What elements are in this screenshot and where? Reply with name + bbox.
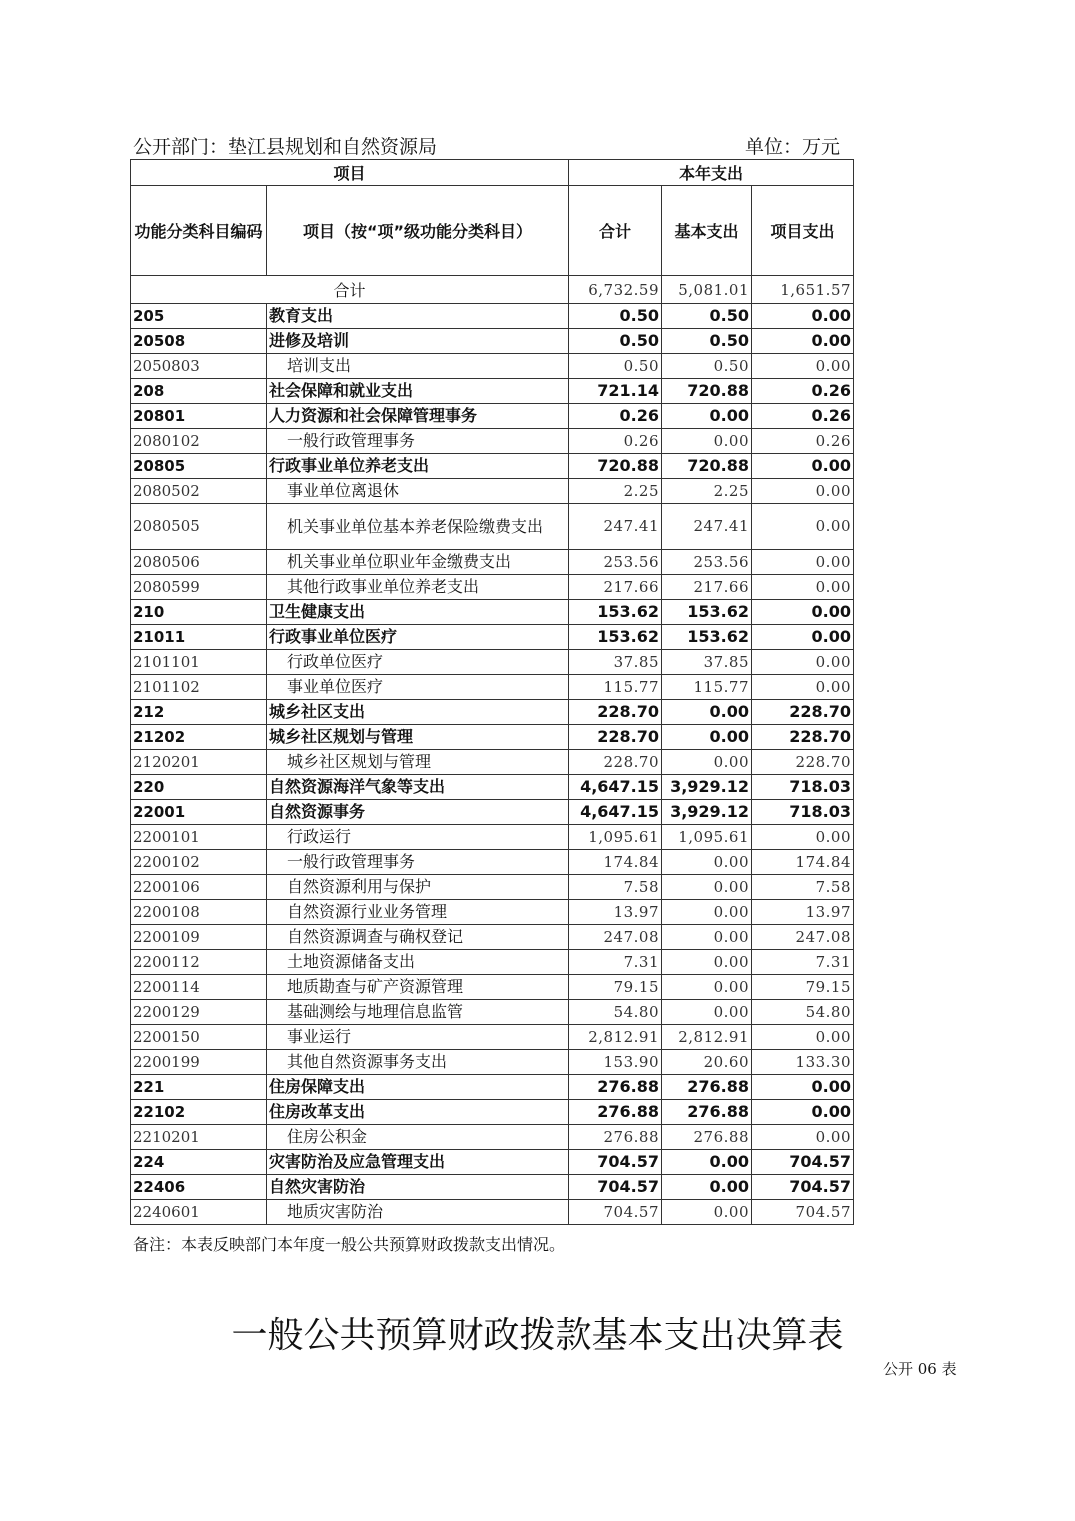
row-total: 7.31 [569,950,662,975]
unit-label: 单位：万元 [745,136,841,158]
row-code: 2200106 [131,875,267,900]
row-name: 机关事业单位职业年金缴费支出 [267,550,569,575]
row-total: 721.14 [569,379,662,404]
row-basic: 276.88 [662,1100,752,1125]
row-name: 人力资源和社会保障管理事务 [267,404,569,429]
row-basic: 115.77 [662,675,752,700]
row-project: 0.26 [752,429,854,454]
table-row [131,304,854,329]
table-row [131,800,854,825]
row-basic: 0.00 [662,404,752,429]
row-name: 灾害防治及应急管理支出 [267,1150,569,1175]
table-row [131,750,854,775]
total-label: 合计 [131,276,569,304]
table-row [131,700,854,725]
row-project: 0.00 [752,454,854,479]
row-code: 2080102 [131,429,267,454]
row-code: 2200102 [131,850,267,875]
row-code: 21202 [131,725,267,750]
row-code: 2101101 [131,650,267,675]
table-row [131,950,854,975]
table-row [131,1100,854,1125]
row-basic: 276.88 [662,1125,752,1150]
row-total: 704.57 [569,1175,662,1200]
row-basic: 0.00 [662,1150,752,1175]
row-project: 704.57 [752,1150,854,1175]
total-total: 6,732.59 [569,276,662,304]
table-row [131,725,854,750]
row-total: 276.88 [569,1125,662,1150]
table-row [131,875,854,900]
row-name: 教育支出 [267,304,569,329]
row-basic: 247.41 [662,504,752,550]
row-name: 行政单位医疗 [267,650,569,675]
row-project: 0.00 [752,1075,854,1100]
row-total: 0.50 [569,304,662,329]
row-code: 20805 [131,454,267,479]
row-code: 22406 [131,1175,267,1200]
row-basic: 153.62 [662,625,752,650]
row-name: 事业运行 [267,1025,569,1050]
row-project: 7.58 [752,875,854,900]
row-project: 0.00 [752,600,854,625]
row-total: 228.70 [569,750,662,775]
row-name: 一般行政管理事务 [267,429,569,454]
table-row [131,1200,854,1225]
next-table-code: 公开 06 表 [883,1360,957,1378]
total-row [131,276,854,304]
row-basic: 0.50 [662,354,752,379]
row-total: 720.88 [569,454,662,479]
row-basic: 3,929.12 [662,775,752,800]
row-basic: 0.00 [662,850,752,875]
row-project: 0.00 [752,550,854,575]
row-basic: 253.56 [662,550,752,575]
row-total: 276.88 [569,1100,662,1125]
row-basic: 0.00 [662,700,752,725]
row-total: 54.80 [569,1000,662,1025]
row-name: 自然资源海洋气象等支出 [267,775,569,800]
row-project: 0.00 [752,329,854,354]
table-row [131,550,854,575]
row-basic: 0.00 [662,725,752,750]
table-row [131,775,854,800]
row-name: 土地资源储备支出 [267,950,569,975]
table-row [131,404,854,429]
row-name: 城乡社区规划与管理 [267,750,569,775]
row-total: 153.90 [569,1050,662,1075]
row-basic: 37.85 [662,650,752,675]
row-project: 0.00 [752,675,854,700]
row-name: 行政运行 [267,825,569,850]
table-row [131,900,854,925]
row-total: 174.84 [569,850,662,875]
row-code: 22102 [131,1100,267,1125]
row-total: 2,812.91 [569,1025,662,1050]
total-project: 1,651.57 [752,276,854,304]
row-basic: 153.62 [662,600,752,625]
row-code: 2200108 [131,900,267,925]
table-row [131,1125,854,1150]
row-project: 0.00 [752,504,854,550]
row-total: 13.97 [569,900,662,925]
row-project: 228.70 [752,725,854,750]
row-total: 253.56 [569,550,662,575]
table-row [131,454,854,479]
table-row [131,329,854,354]
header-current-year: 本年支出 [569,160,854,186]
row-code: 22001 [131,800,267,825]
row-project: 0.26 [752,404,854,429]
row-basic: 720.88 [662,454,752,479]
row-total: 0.50 [569,329,662,354]
row-name: 行政事业单位养老支出 [267,454,569,479]
row-name: 自然资源调查与确权登记 [267,925,569,950]
row-total: 228.70 [569,725,662,750]
row-project: 7.31 [752,950,854,975]
row-name: 自然资源事务 [267,800,569,825]
row-code: 2200114 [131,975,267,1000]
row-basic: 0.00 [662,925,752,950]
row-total: 37.85 [569,650,662,675]
row-name: 自然灾害防治 [267,1175,569,1200]
row-code: 2200129 [131,1000,267,1025]
row-project: 79.15 [752,975,854,1000]
table-row [131,504,854,550]
row-basic: 0.00 [662,1175,752,1200]
row-code: 2080502 [131,479,267,504]
row-total: 1,095.61 [569,825,662,850]
row-code: 2120201 [131,750,267,775]
row-name: 机关事业单位基本养老保险缴费支出 [267,504,569,550]
row-project: 0.00 [752,479,854,504]
row-name: 地质勘查与矿产资源管理 [267,975,569,1000]
row-basic: 0.00 [662,975,752,1000]
row-project: 0.00 [752,1025,854,1050]
row-code: 20801 [131,404,267,429]
row-project: 0.00 [752,825,854,850]
department-label: 公开部门：垫江县规划和自然资源局 [133,136,438,158]
row-total: 7.58 [569,875,662,900]
table-row [131,825,854,850]
row-name: 行政事业单位医疗 [267,625,569,650]
row-basic: 20.60 [662,1050,752,1075]
row-basic: 0.00 [662,875,752,900]
row-project: 54.80 [752,1000,854,1025]
row-name: 培训支出 [267,354,569,379]
row-total: 276.88 [569,1075,662,1100]
row-project: 718.03 [752,800,854,825]
total-basic: 5,081.01 [662,276,752,304]
row-project: 0.00 [752,354,854,379]
row-code: 2200112 [131,950,267,975]
row-name: 住房保障支出 [267,1075,569,1100]
row-code: 2200199 [131,1050,267,1075]
row-name: 地质灾害防治 [267,1200,569,1225]
row-total: 2.25 [569,479,662,504]
col-basic-header: 基本支出 [662,186,752,276]
table-row [131,1000,854,1025]
row-code: 224 [131,1150,267,1175]
row-basic: 2,812.91 [662,1025,752,1050]
row-project: 704.57 [752,1200,854,1225]
row-total: 704.57 [569,1150,662,1175]
row-name: 城乡社区支出 [267,700,569,725]
row-total: 704.57 [569,1200,662,1225]
row-total: 247.41 [569,504,662,550]
row-project: 718.03 [752,775,854,800]
row-total: 153.62 [569,600,662,625]
row-total: 4,647.15 [569,775,662,800]
table-note: 备注：本表反映部门本年度一般公共预算财政拨款支出情况。 [133,1235,566,1254]
row-project: 228.70 [752,750,854,775]
row-code: 208 [131,379,267,404]
row-project: 0.00 [752,575,854,600]
row-basic: 720.88 [662,379,752,404]
next-table-title: 一般公共预算财政拨款基本支出决算表 [231,1315,844,1356]
row-project: 13.97 [752,900,854,925]
row-code: 2200101 [131,825,267,850]
table-row [131,925,854,950]
row-total: 79.15 [569,975,662,1000]
row-name: 住房公积金 [267,1125,569,1150]
row-code: 2080599 [131,575,267,600]
row-code: 210 [131,600,267,625]
row-code: 2200109 [131,925,267,950]
table-row [131,675,854,700]
row-project: 0.00 [752,625,854,650]
row-code: 2200150 [131,1025,267,1050]
table-row [131,1175,854,1200]
row-basic: 0.00 [662,429,752,454]
col-project-header: 项目支出 [752,186,854,276]
table-row [131,1025,854,1050]
row-total: 217.66 [569,575,662,600]
row-basic: 0.00 [662,750,752,775]
row-basic: 0.00 [662,900,752,925]
row-code: 221 [131,1075,267,1100]
row-basic: 276.88 [662,1075,752,1100]
row-total: 4,647.15 [569,800,662,825]
table-row [131,650,854,675]
col-total-header: 合计 [569,186,662,276]
row-basic: 0.50 [662,329,752,354]
row-code: 2080505 [131,504,267,550]
table-row [131,600,854,625]
row-total: 0.26 [569,429,662,454]
row-name: 自然资源利用与保护 [267,875,569,900]
row-name: 事业单位医疗 [267,675,569,700]
row-name: 一般行政管理事务 [267,850,569,875]
row-total: 0.50 [569,354,662,379]
col-code-header: 功能分类科目编码 [131,186,267,276]
row-total: 153.62 [569,625,662,650]
table-row [131,479,854,504]
row-name: 事业单位离退休 [267,479,569,504]
row-code: 220 [131,775,267,800]
row-total: 228.70 [569,700,662,725]
row-basic: 0.50 [662,304,752,329]
row-total: 115.77 [569,675,662,700]
row-name: 进修及培训 [267,329,569,354]
row-name: 卫生健康支出 [267,600,569,625]
row-code: 20508 [131,329,267,354]
row-basic: 217.66 [662,575,752,600]
row-basic: 1,095.61 [662,825,752,850]
row-project: 228.70 [752,700,854,725]
row-total: 247.08 [569,925,662,950]
row-project: 0.00 [752,650,854,675]
table-row [131,625,854,650]
table-row [131,379,854,404]
row-code: 21011 [131,625,267,650]
table-row [131,354,854,379]
row-name: 基础测绘与地理信息监管 [267,1000,569,1025]
table-row [131,429,854,454]
row-project: 247.08 [752,925,854,950]
row-code: 2210201 [131,1125,267,1150]
row-code: 2240601 [131,1200,267,1225]
row-name: 社会保障和就业支出 [267,379,569,404]
row-total: 0.26 [569,404,662,429]
row-project: 0.00 [752,304,854,329]
row-code: 212 [131,700,267,725]
row-project: 0.00 [752,1125,854,1150]
header-project: 项目 [131,160,569,186]
col-name-header: 项目（按“项”级功能分类科目） [267,186,569,276]
row-project: 133.30 [752,1050,854,1075]
row-name: 其他自然资源事务支出 [267,1050,569,1075]
table-row [131,850,854,875]
row-name: 住房改革支出 [267,1100,569,1125]
row-basic: 2.25 [662,479,752,504]
table-row [131,575,854,600]
row-project: 704.57 [752,1175,854,1200]
table-row [131,1075,854,1100]
row-code: 2101102 [131,675,267,700]
row-code: 205 [131,304,267,329]
row-project: 0.00 [752,1100,854,1125]
row-project: 0.26 [752,379,854,404]
expenditure-table [130,159,854,1225]
row-code: 2080506 [131,550,267,575]
row-basic: 0.00 [662,950,752,975]
row-name: 自然资源行业业务管理 [267,900,569,925]
table-row [131,975,854,1000]
row-name: 城乡社区规划与管理 [267,725,569,750]
table-row [131,1150,854,1175]
row-basic: 0.00 [662,1000,752,1025]
row-code: 2050803 [131,354,267,379]
table-row [131,1050,854,1075]
row-name: 其他行政事业单位养老支出 [267,575,569,600]
row-basic: 3,929.12 [662,800,752,825]
row-project: 174.84 [752,850,854,875]
row-basic: 0.00 [662,1200,752,1225]
